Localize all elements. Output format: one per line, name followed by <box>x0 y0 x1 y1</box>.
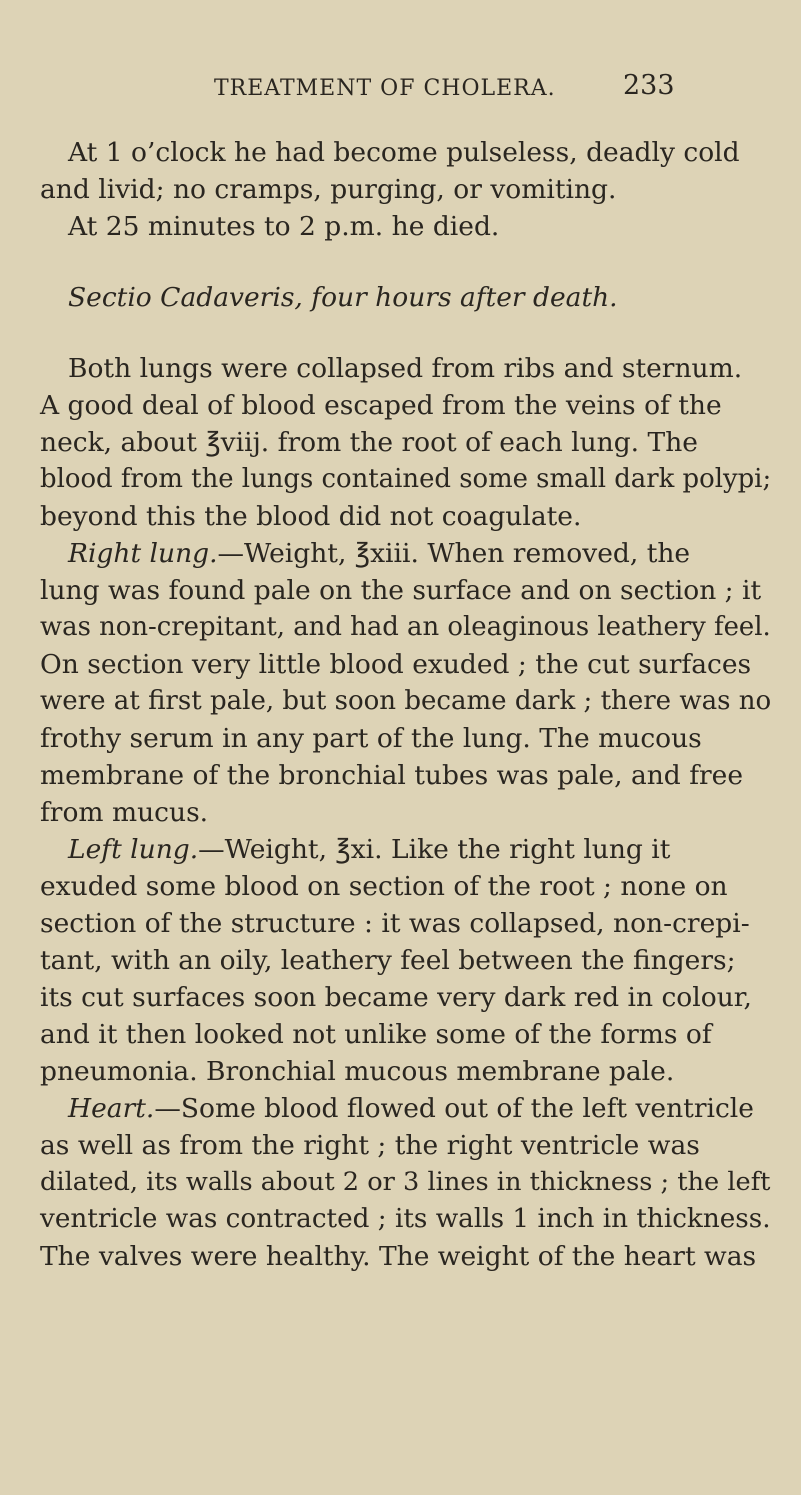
text-line <box>68 1094 754 1123</box>
text-line <box>40 1020 712 1049</box>
line-text: tant, with an oily, leathery feel between the fingers; <box>40 945 736 976</box>
line-text: Both lungs were collapsed from ribs and sternum. <box>68 353 743 384</box>
text-line <box>40 724 702 753</box>
text-line <box>68 138 740 167</box>
line-text: exuded some blood on section of the root ; none on <box>40 871 728 902</box>
subheading-heart: Heart. <box>68 1093 155 1124</box>
running-head-title: TREATMENT OF CHOLERA. <box>214 76 556 101</box>
text-line <box>40 428 698 457</box>
text-line <box>40 502 581 531</box>
line-text: —Some blood flowed out of the left ventricle <box>154 1093 754 1124</box>
text-line <box>40 1131 700 1160</box>
line-text: from mucus. <box>40 797 209 828</box>
text-line <box>40 650 751 679</box>
line-text: On section very little blood exuded ; the cut surfaces <box>40 649 752 680</box>
line-text: section of the structure : it was collapsed, non-crepi- <box>40 908 750 939</box>
line-text: its cut surfaces soon became very dark red in colour, <box>40 982 752 1013</box>
line-text: as well as from the right ; the right ventricle was <box>40 1130 700 1161</box>
text-line <box>40 946 736 975</box>
text-line <box>40 391 722 420</box>
text-line <box>40 798 208 827</box>
running-head <box>0 70 801 110</box>
line-text: beyond this the blood did not coagulate. <box>40 501 582 532</box>
text-line <box>68 835 670 864</box>
text-line <box>40 1205 771 1234</box>
text-line <box>68 354 742 383</box>
line-text: At 25 minutes to 2 p.m. he died. <box>68 211 500 242</box>
text-line <box>40 175 616 204</box>
line-text: and it then looked not unlike some of the forms of <box>40 1019 712 1050</box>
text-line <box>40 761 743 790</box>
section-heading <box>68 283 618 312</box>
line-text: was non-crepitant, and had an oleaginous leathery feel. <box>40 612 771 642</box>
line-text: lung was found pale on the surface and on section ; it <box>40 575 762 606</box>
line-text: —Weight, ℥xiii. When removed, the <box>217 538 691 569</box>
section-heading-text: Sectio Cadaveris, four hours after death. <box>68 282 618 313</box>
line-text: neck, about ℥viij. from the root of each lung. The <box>40 427 698 458</box>
subheading-right-lung: Right lung. <box>68 538 218 569</box>
line-text: —Weight, ℥xi. Like the right lung it <box>198 834 671 865</box>
page-number: 233 <box>623 70 675 101</box>
line-text: membrane of the bronchial tubes was pale, and free <box>40 760 744 791</box>
line-text: ventricle was contracted ; its walls 1 inch in thickness. <box>40 1204 771 1234</box>
text-line <box>68 212 499 241</box>
text-line <box>40 576 761 605</box>
text-line <box>40 687 771 716</box>
line-text: At 1 o’clock he had become pulseless, deadly cold <box>68 137 740 168</box>
text-line <box>40 909 750 938</box>
text-line <box>40 613 771 641</box>
line-text: blood from the lungs contained some small dark polypi; <box>40 464 772 494</box>
line-text: frothy serum in any part of the lung. The mucous <box>40 723 702 754</box>
text-line <box>40 1057 674 1086</box>
subheading-left-lung: Left lung. <box>68 834 199 865</box>
text-line <box>40 1168 770 1196</box>
line-text: and livid; no cramps, purging, or vomiting. <box>40 174 617 205</box>
text-line <box>40 465 771 493</box>
line-text: pneumonia. Bronchial mucous membrane pale. <box>40 1056 675 1087</box>
text-line <box>68 539 690 568</box>
text-line <box>40 983 752 1012</box>
line-text: were at first pale, but soon became dark ; there was no <box>40 686 772 716</box>
text-line <box>40 872 728 901</box>
line-text: dilated, its walls about 2 or 3 lines in thickness ; the left <box>40 1167 771 1197</box>
line-text: A good deal of blood escaped from the veins of the <box>40 390 722 421</box>
text-line <box>40 1242 756 1271</box>
line-text: The valves were healthy. The weight of the heart was <box>40 1241 757 1272</box>
